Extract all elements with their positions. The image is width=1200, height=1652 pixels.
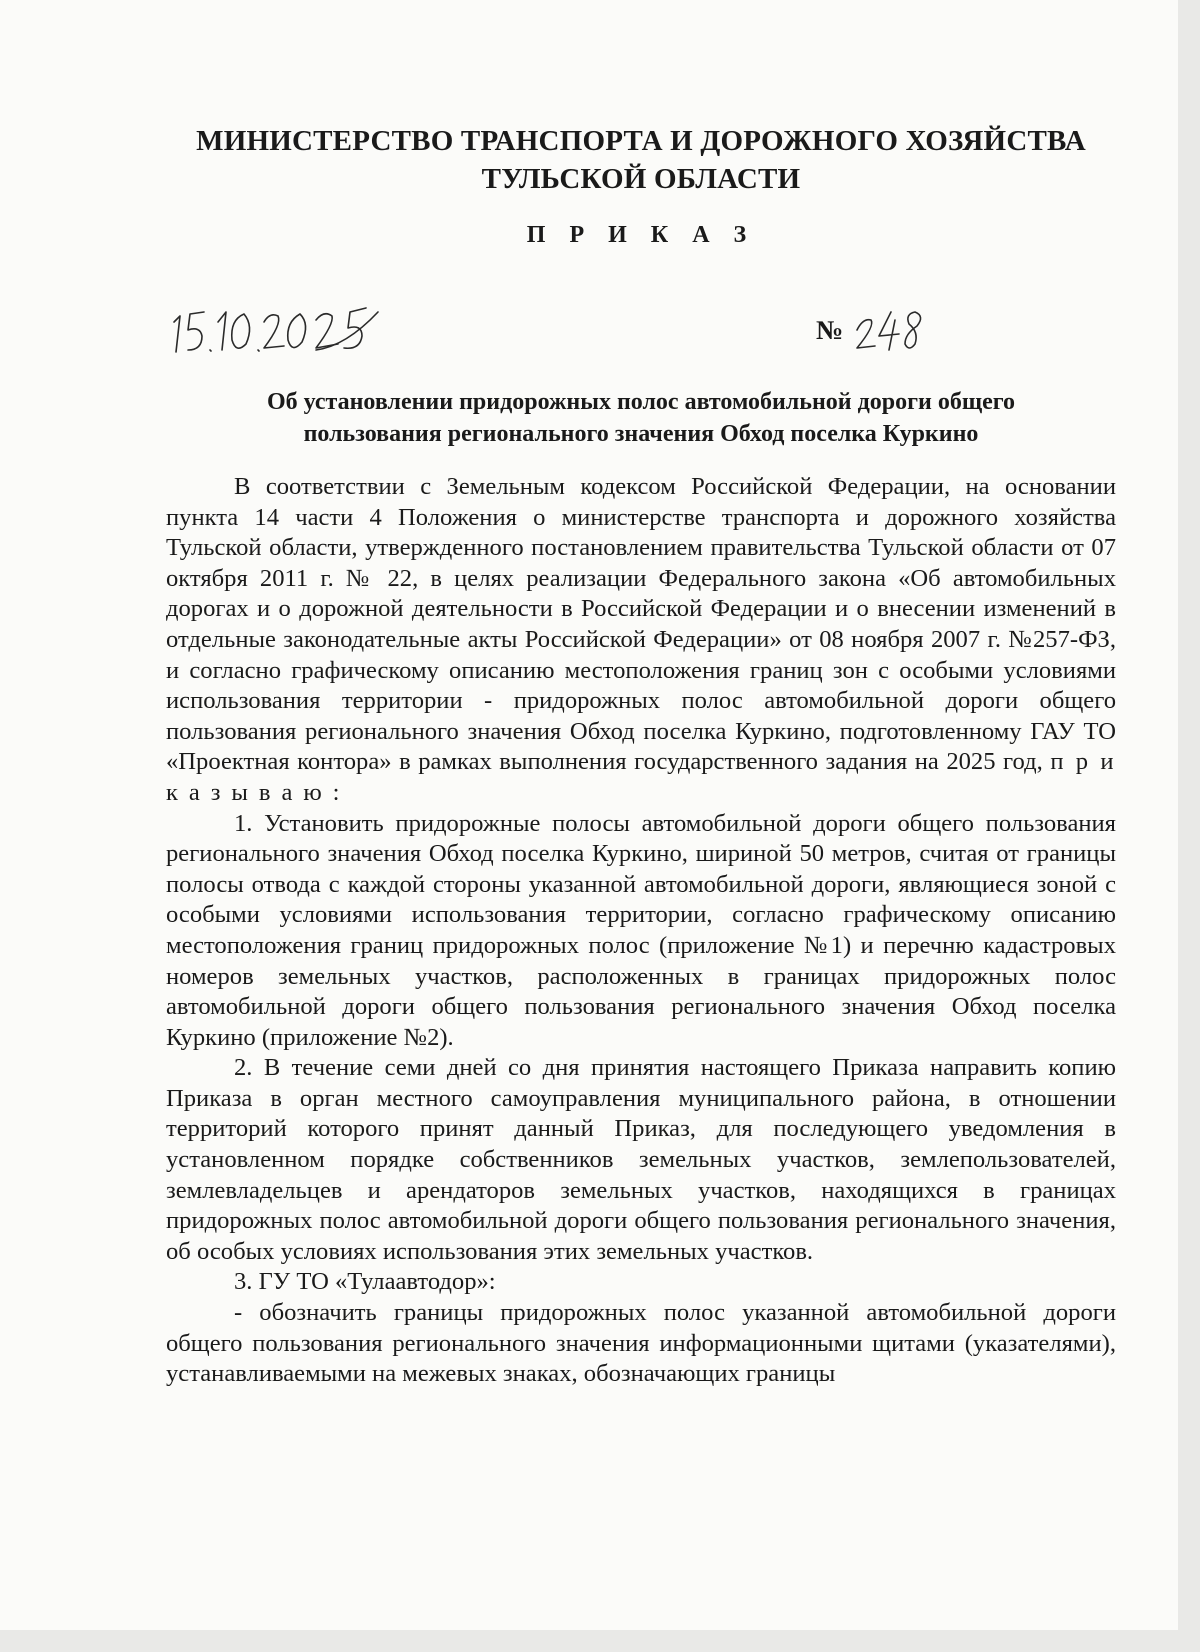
ministry-title-line1: МИНИСТЕРСТВО ТРАНСПОРТА И ДОРОЖНОГО ХОЗЯЙСТВА [196, 125, 1086, 157]
order-subject [166, 386, 1116, 450]
order-number [816, 306, 931, 354]
number-sign: № [816, 314, 844, 345]
subject-line2: пользования регионального значения Обход поселка Куркино [303, 421, 979, 447]
item-3: 3. ГУ ТО «Тулаавтодор»: [234, 1268, 496, 1296]
order-word: п р и к а з ы в а ю : [166, 748, 1116, 806]
item-2: 2. В течение семи дней со дня принятия настоящего Приказа направить копию Приказа в орган местного самоуправления муниципального района, в отношении территорий которого принят данный Приказ, для последующего уведомления в установленном порядке собственников земельных участков, землепользователей, землевладельцев и арендаторов земельных участков, находящихся в границах придорожных полос автомобильной дороги общего пользования регионального значения, об особых условиях использования этих земельных участков. [166, 1054, 1116, 1265]
handwritten-number [853, 306, 931, 354]
handwritten-date [166, 300, 396, 360]
ministry-title-line2: ТУЛЬСКОЙ ОБЛАСТИ [481, 163, 801, 195]
item-3-sub: - обозначить границы придорожных полос указанной автомобильной дороги общего пользования регионального значения информационными щитами (указателями), устанавливаемыми на межевых знаках, обозначающих границы [166, 1299, 1116, 1388]
ministry-title [166, 122, 1116, 198]
order-body [166, 472, 1116, 1390]
item-1: 1. Установить придорожные полосы автомобильной дороги общего пользования регионального значения Обход поселка Куркино, шириной 50 метров, считая от границы полосы отвода с каждой стороны указанной автомобильной дороги, являющиеся зоной с особыми условиями использования территории, согласно графическому описанию местоположения границ придорожных полос (приложение №1) и перечню кадастровых номеров земельных участков, расположенных в границах придорожных полос автомобильной дороги общего пользования регионального значения Обход поселка Куркино (приложение №2). [166, 809, 1116, 1051]
subject-line1: Об установлении придорожных полос автомобильной дороги общего [266, 389, 1016, 415]
document-type: П Р И К А З [526, 222, 756, 248]
preamble-paragraph [166, 472, 1116, 809]
preamble-text: В соответствии с Земельным кодексом Российской Федерации, на основании пункта 14 части 4 Положения о министерстве транспорта и дорожного хозяйства Тульской области, утвержденного постановлением правительства Тульской области от 07 октября 2011 г. № 22, в целях реализации Федерального закона «Об автомобильных дорогах и о дорожной деятельности в Российской Федерации и о внесении изменений в отдельные законодательные акты Российской Федерации» от 08 ноября 2007 г. №257-ФЗ, и согласно графическому описанию местоположения границ зон с особыми условиями использования территории - придорожных полос автомобильной дороги общего пользования регионального значения Обход поселка Куркино, подготовленному ГАУ ТО «Проектная контора» в рамках выполнения государственного задания на 2025 год, [166, 473, 1116, 776]
